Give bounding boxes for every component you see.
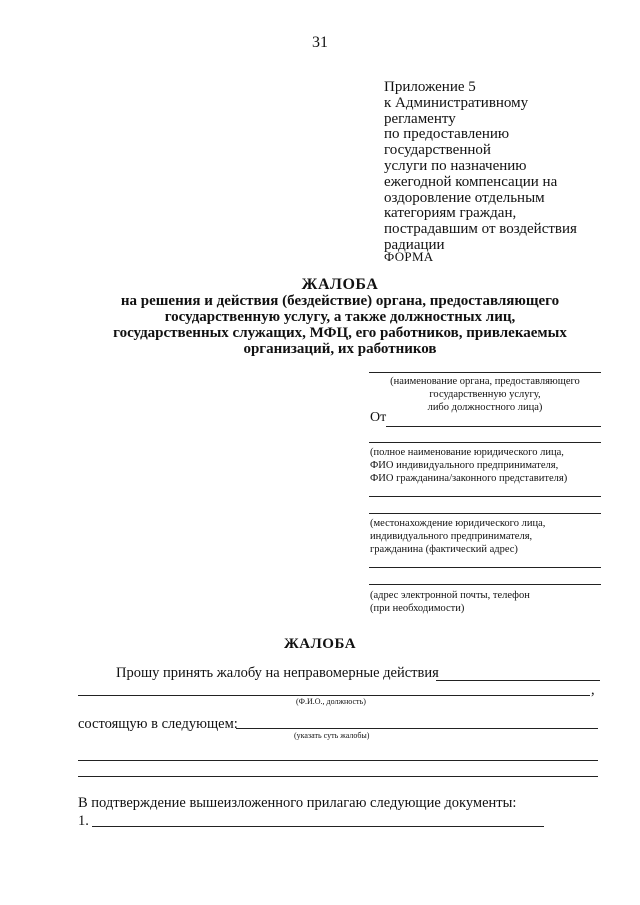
appendix-line: радиации (384, 236, 445, 253)
form-label: ФОРМА (384, 249, 434, 264)
applicant-caption: (полное наименование юридического лица, ФИО индивидуального предпринимателя, ФИО гражданина/законного представителя) (370, 447, 568, 484)
appendix-line: категориям граждан, (384, 205, 517, 222)
appendix-line: Приложение 5 (384, 79, 476, 95)
title-line: организаций, их работников (243, 341, 437, 357)
address-line[interactable] (369, 513, 601, 514)
request-text: Прошу принять жалобу на неправомерные действия (116, 665, 439, 681)
from-line[interactable] (386, 426, 601, 427)
appendix-line: по предоставлению (384, 126, 510, 143)
attachment-item-number: 1. (78, 813, 89, 829)
attachments-text: В подтверждение вышеизложенного прилагаю следующие документы: (78, 795, 517, 811)
appendix-block (384, 80, 604, 254)
title-main: ЖАЛОБА (301, 276, 379, 293)
appendix-line: к Административному (384, 94, 529, 111)
attachment-line-1[interactable] (92, 826, 544, 827)
essence-line-2[interactable] (78, 760, 598, 761)
applicant-line[interactable] (369, 442, 601, 443)
contact-caption: (адрес электронной почты, телефон (при необходимости) (370, 590, 530, 614)
appendix-line: оздоровление отдельным (384, 189, 545, 206)
appendix-line: государственной (384, 142, 491, 159)
document-title (60, 277, 620, 357)
title-line: государственных служащих, МФЦ, его работников, привлекаемых (113, 325, 567, 341)
title-line: на решения и действия (бездействие) органа, предоставляющего (120, 293, 560, 309)
appendix-line: регламенту (384, 110, 456, 127)
from-label: От (370, 410, 387, 425)
address-caption: (местонахождение юридического лица, индивидуального предпринимателя, гражданина (фактический адрес) (370, 518, 546, 555)
comma: , (591, 682, 595, 698)
recipient-line[interactable] (369, 372, 601, 373)
essence-line[interactable] (236, 728, 598, 729)
appendix-line: услуги по назначению (384, 157, 527, 174)
complaint-heading: ЖАЛОБА (283, 636, 357, 652)
applicant-line-2[interactable] (369, 496, 601, 497)
essence-caption: (указать суть жалобы) (294, 731, 370, 740)
consisting-text: состоящую в следующем: (78, 716, 238, 732)
address-line-2[interactable] (369, 567, 601, 568)
fio-caption: (Ф.И.О., должность) (296, 697, 366, 706)
recipient-caption: (наименование органа, предоставляющего государственную услугу, либо должностного лица) (390, 376, 580, 413)
contact-line[interactable] (369, 584, 601, 585)
fio-line[interactable] (78, 695, 590, 696)
essence-line-3[interactable] (78, 776, 598, 777)
appendix-line: ежегодной компенсации на (384, 173, 558, 190)
actions-line[interactable] (436, 680, 600, 681)
title-line: государственную услугу, а также должностных лиц, (164, 309, 516, 325)
page-number: 31 (312, 34, 328, 51)
appendix-line: пострадавшим от воздействия (384, 221, 577, 238)
